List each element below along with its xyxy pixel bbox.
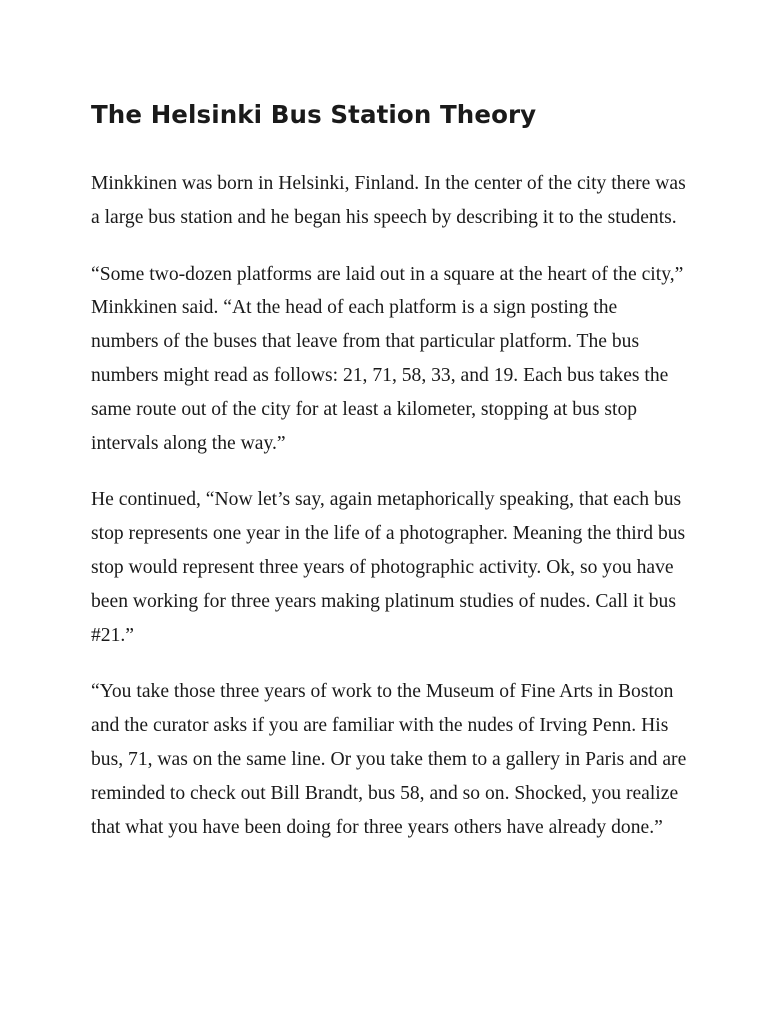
paragraph-4: “You take those three years of work to the Museum of Fine Arts in Boston and the curator asks if you are familiar with the nudes of Irving Penn. His bus, 71, was on the same line. Or you take them to a gallery in Paris and are reminded to check out Bill Brandt, bus 58, and so on. Shocked, you realize that what you have been doing for three years others have already done.”: [91, 681, 687, 838]
paragraph-1: Minkkinen was born in Helsinki, Finland. In the center of the city there was a large bus station and he began his speech by describing it to the students.: [91, 173, 686, 228]
article-title: The Helsinki Bus Station Theory: [91, 100, 537, 129]
document-page: [91, 98, 687, 867]
paragraph-3: He continued, “Now let’s say, again metaphorically speaking, that each bus stop represents one year in the life of a photographer. Meaning the third bus stop would represent three years of photographic activity. Ok, so you have been working for three years making platinum studies of nudes. Call it bus #21.”: [91, 489, 686, 646]
paragraph-2: “Some two-dozen platforms are laid out in a square at the heart of the city,” Minkkinen said. “At the head of each platform is a sign posting the numbers of the buses that leave from that particular platform. The bus numbers might read as follows: 21, 71, 58, 33, and 19. Each bus takes the same route out of the city for at least a kilometer, stopping at bus stop intervals along the way.”: [91, 263, 684, 454]
